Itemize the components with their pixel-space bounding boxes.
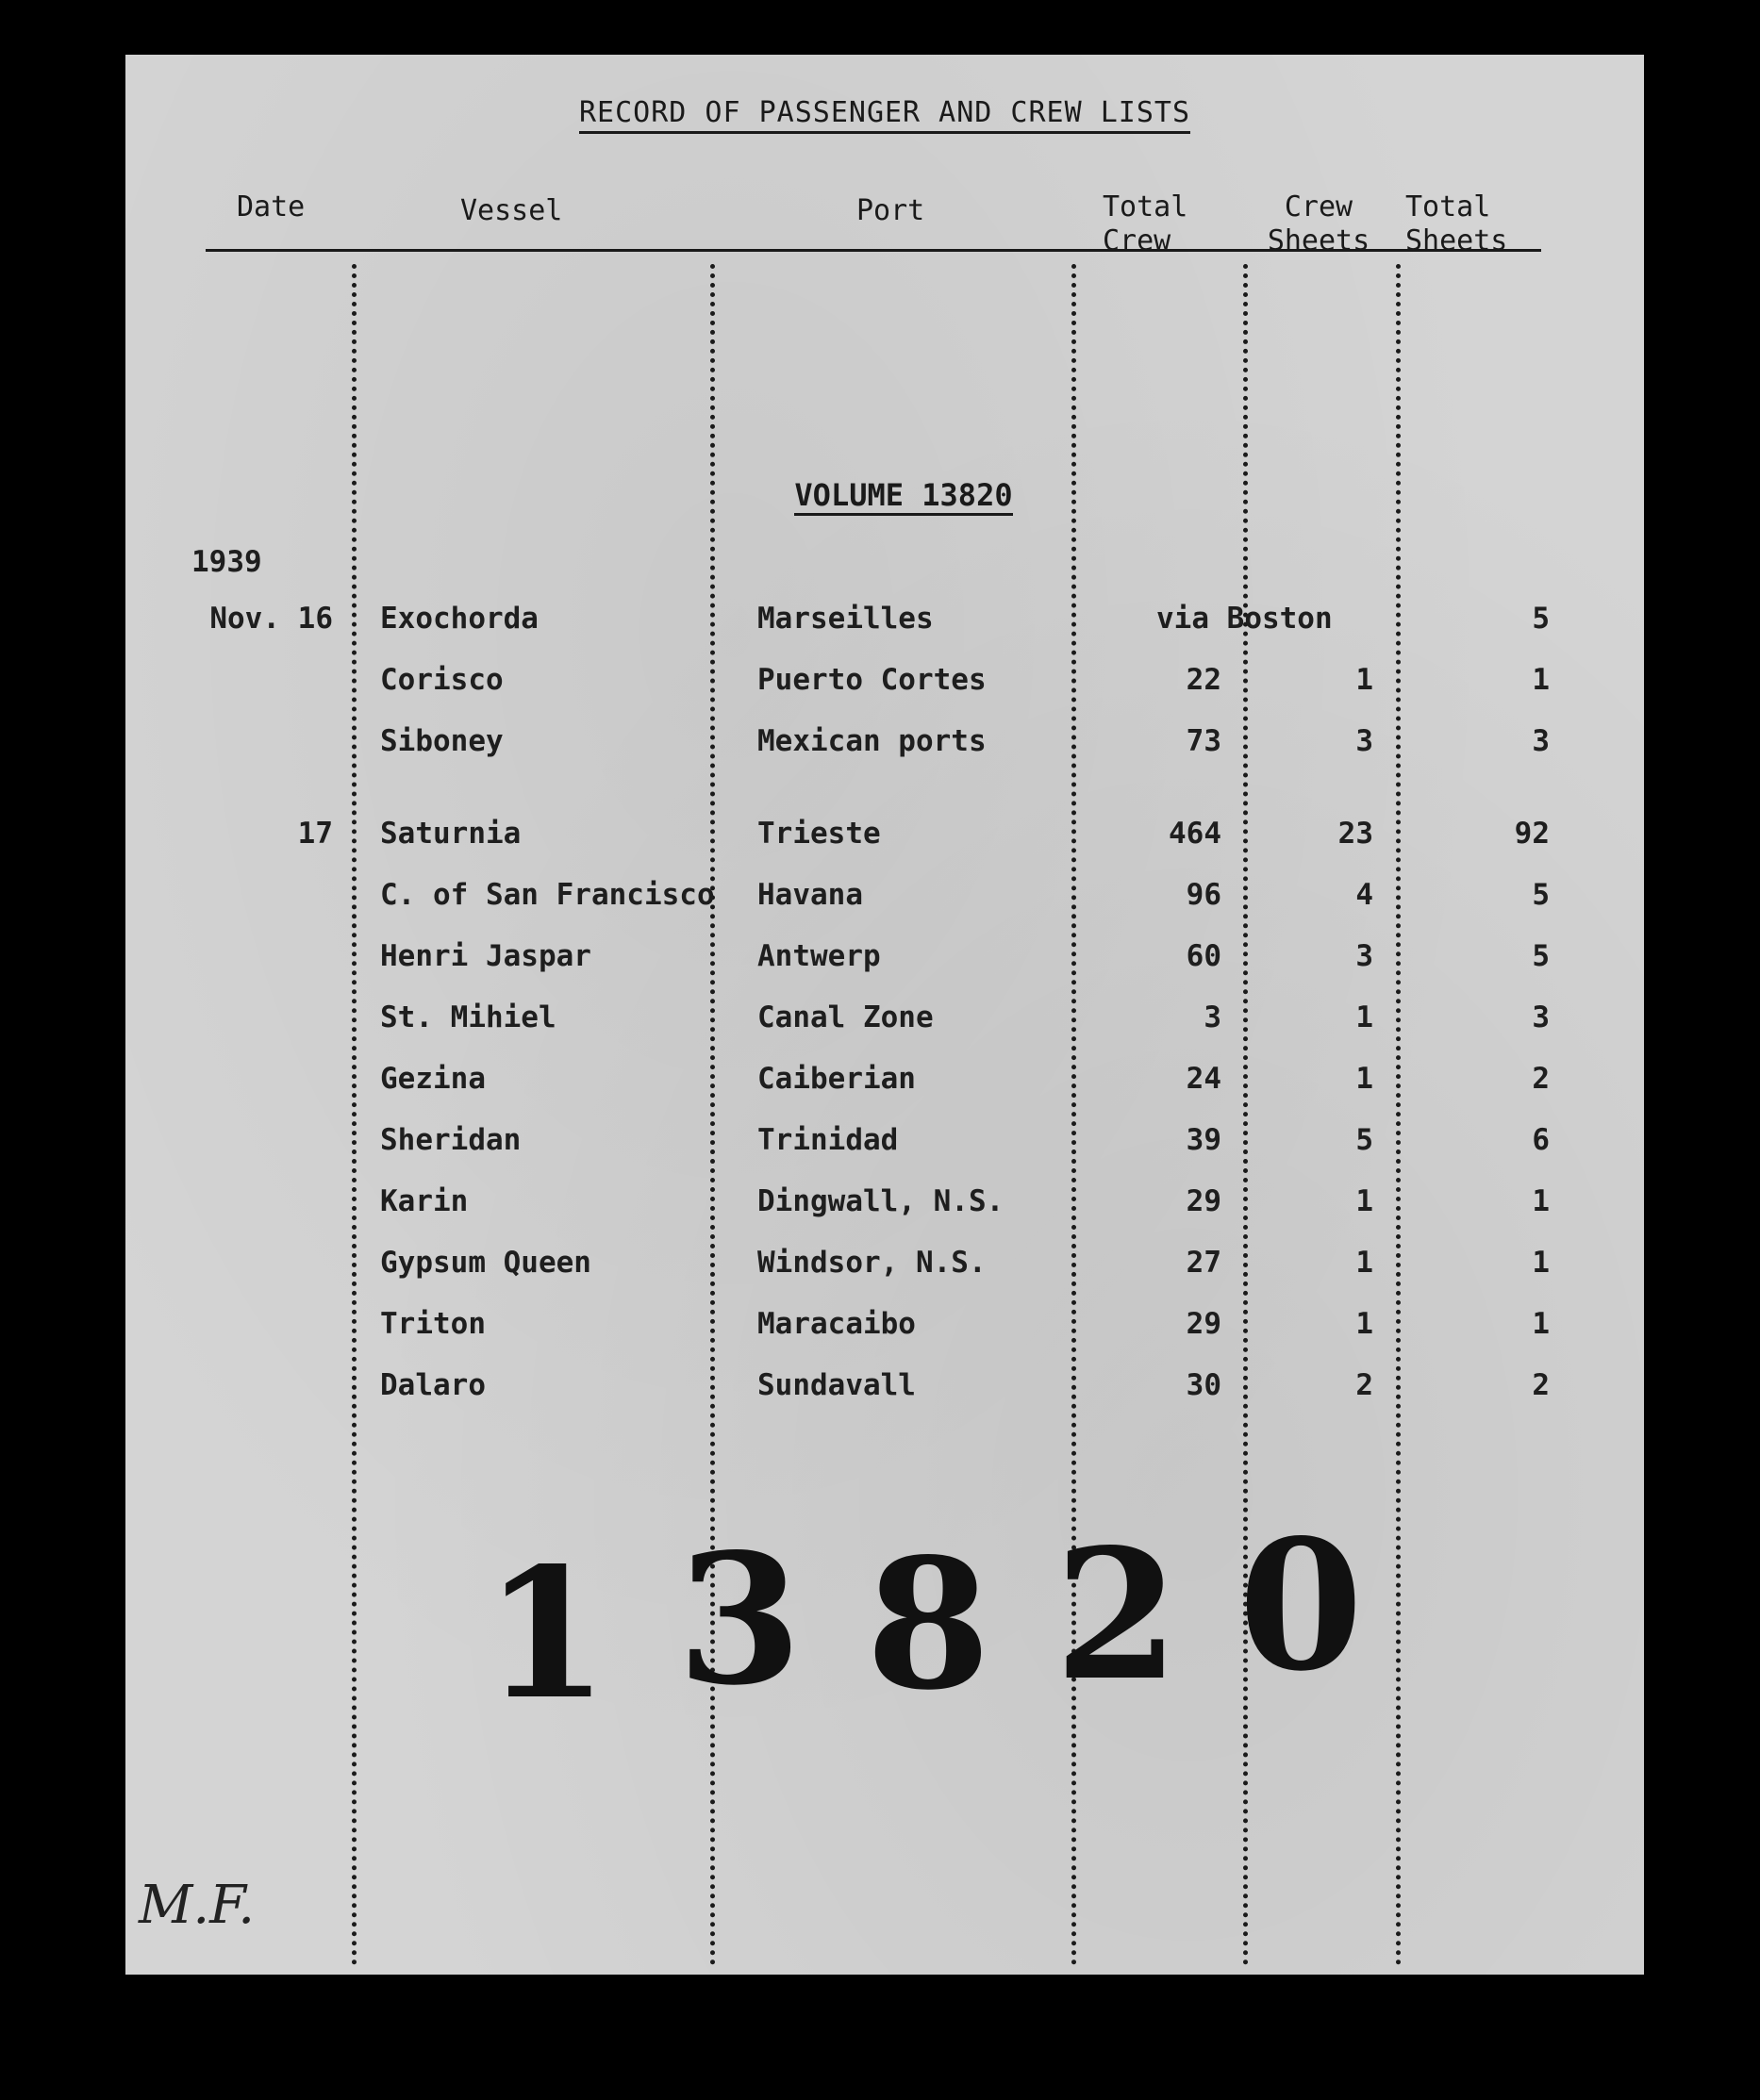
header-total-crew-line1: Total: [1103, 190, 1188, 223]
row-total-sheets: 3: [1532, 1000, 1550, 1034]
row-vessel: Triton: [380, 1307, 486, 1341]
row-crew-sheets: 1: [1355, 1246, 1373, 1280]
header-total-sheets-line1: Total: [1405, 190, 1491, 223]
row-vessel: Gypsum Queen: [380, 1246, 591, 1280]
header-crew-sheets-line2: Sheets: [1267, 224, 1370, 257]
row-vessel: Exochorda: [380, 602, 539, 636]
row-port: Havana: [757, 878, 863, 912]
row-port: Puerto Cortes: [757, 663, 987, 697]
row-total-crew: 39: [1186, 1123, 1221, 1157]
row-total-crew: 29: [1186, 1184, 1221, 1218]
row-vessel: Sheridan: [380, 1123, 522, 1157]
row-port: Trinidad: [757, 1123, 899, 1157]
row-total-crew: 3: [1204, 1000, 1221, 1034]
row-crew-sheets: 1: [1355, 1184, 1373, 1218]
row-total-crew: 29: [1186, 1307, 1221, 1341]
header-total-crew-line2: Crew: [1103, 224, 1171, 257]
row-port: Windsor, N.S.: [757, 1246, 987, 1280]
row-crew-sheets: 4: [1355, 878, 1373, 912]
row-crew-sheets: 3: [1355, 724, 1373, 758]
year-label: 1939: [191, 545, 262, 579]
row-total-crew: 96: [1186, 878, 1221, 912]
row-port: Trieste: [757, 817, 881, 851]
row-crew-sheets: 23: [1337, 817, 1373, 851]
row-total-sheets: 5: [1532, 878, 1550, 912]
header-total-sheets-line2: Sheets: [1405, 224, 1508, 257]
row-total-sheets: 2: [1532, 1062, 1550, 1096]
header-vessel: Vessel: [460, 194, 563, 227]
row-total-sheets: 6: [1532, 1123, 1550, 1157]
column-divider: [1396, 264, 1401, 1966]
row-total-sheets: 1: [1532, 1307, 1550, 1341]
row-vessel: Dalaro: [380, 1368, 486, 1402]
row-crew-sheets: 1: [1355, 1062, 1373, 1096]
row-note: via Boston: [1156, 602, 1333, 636]
row-port: Antwerp: [757, 939, 881, 973]
row-total-sheets: 92: [1514, 817, 1550, 851]
row-vessel: Siboney: [380, 724, 504, 758]
column-divider: [1243, 264, 1248, 1966]
row-total-sheets: 1: [1532, 1246, 1550, 1280]
handwritten-initials: M.F.: [139, 1875, 256, 1936]
row-crew-sheets: 1: [1355, 1307, 1373, 1341]
row-vessel: St. Mihiel: [380, 1000, 556, 1034]
row-total-crew: 60: [1186, 939, 1221, 973]
document-sheet: [125, 55, 1644, 1975]
header-port: Port: [856, 194, 925, 227]
document-title: RECORD OF PASSENGER AND CREW LISTS: [125, 96, 1644, 129]
row-total-sheets: 2: [1532, 1368, 1550, 1402]
row-total-crew: 73: [1186, 724, 1221, 758]
header-rule: [206, 249, 1541, 252]
stamp-digit: 0: [1238, 1500, 1364, 1711]
row-port: Sundavall: [757, 1368, 916, 1402]
volume-label: VOLUME 13820: [776, 477, 1031, 513]
stamp-digit: 3: [677, 1514, 803, 1725]
row-total-crew: 24: [1186, 1062, 1221, 1096]
row-vessel: Corisco: [380, 663, 504, 697]
stamp-digit: 8: [866, 1519, 991, 1729]
row-total-sheets: 5: [1532, 939, 1550, 973]
row-vessel: Karin: [380, 1184, 469, 1218]
column-divider: [352, 264, 357, 1966]
row-port: Mexican ports: [757, 724, 987, 758]
row-port: Marseilles: [757, 602, 934, 636]
row-port: Caiberian: [757, 1062, 916, 1096]
header-crew-sheets-line1: Crew: [1284, 190, 1353, 223]
row-vessel: Saturnia: [380, 817, 522, 851]
row-crew-sheets: 5: [1355, 1123, 1373, 1157]
row-total-sheets: 5: [1532, 602, 1550, 636]
row-vessel: Gezina: [380, 1062, 486, 1096]
row-port: Canal Zone: [757, 1000, 934, 1034]
row-port: Dingwall, N.S.: [757, 1184, 1005, 1218]
row-vessel: Henri Jaspar: [380, 939, 591, 973]
row-total-sheets: 1: [1532, 663, 1550, 697]
row-port: Maracaibo: [757, 1307, 916, 1341]
stamp-digit: 2: [1054, 1510, 1180, 1720]
header-date: Date: [237, 190, 306, 223]
row-total-crew: 30: [1186, 1368, 1221, 1402]
row-date: Nov. 16: [209, 602, 333, 636]
row-crew-sheets: 2: [1355, 1368, 1373, 1402]
row-total-sheets: 1: [1532, 1184, 1550, 1218]
row-total-crew: 464: [1169, 817, 1221, 851]
row-crew-sheets: 1: [1355, 663, 1373, 697]
row-date: 17: [297, 817, 333, 851]
row-crew-sheets: 3: [1355, 939, 1373, 973]
stamp-digit: 1: [484, 1529, 609, 1739]
row-crew-sheets: 1: [1355, 1000, 1373, 1034]
row-vessel: C. of San Francisco: [380, 878, 715, 912]
row-total-crew: 27: [1186, 1246, 1221, 1280]
row-total-crew: 22: [1186, 663, 1221, 697]
row-total-sheets: 3: [1532, 724, 1550, 758]
